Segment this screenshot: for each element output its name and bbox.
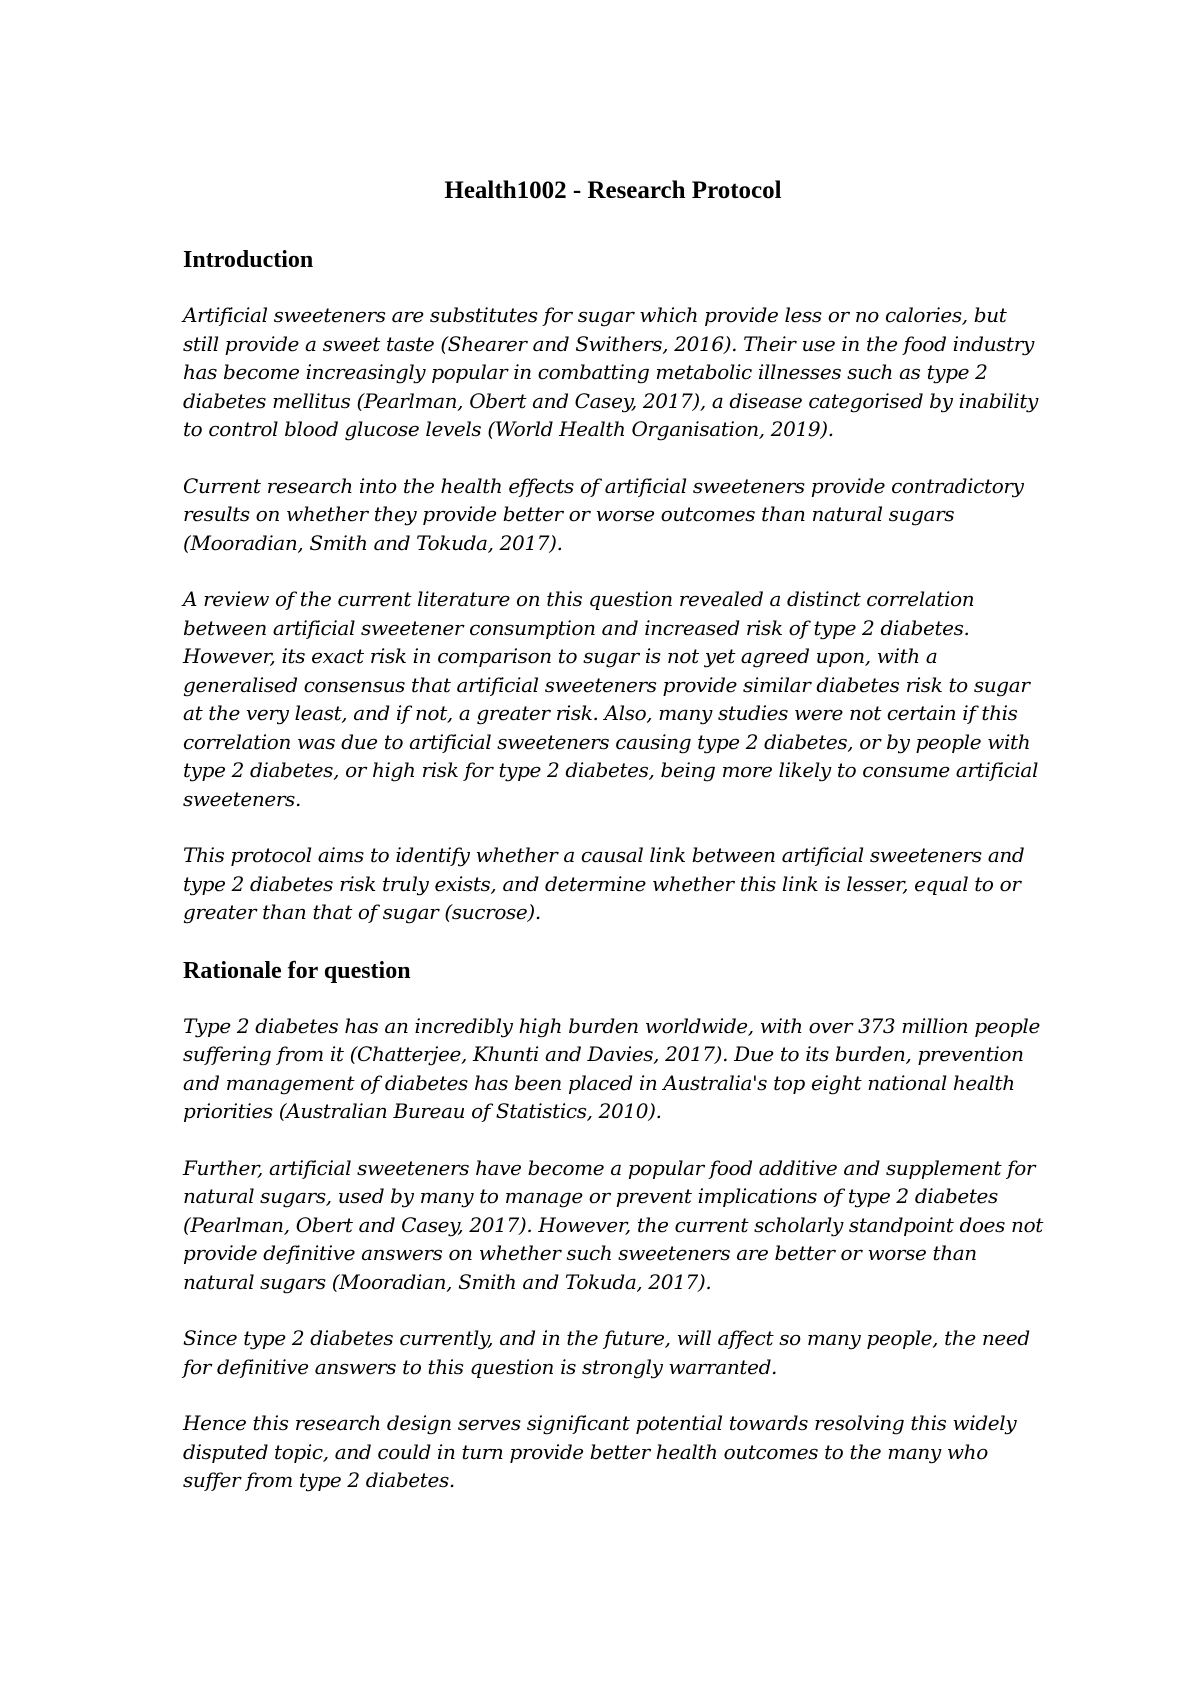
paragraph: Current research into the health effects of artificial sweeteners provide contradictory results on whether they provide better or worse outcomes than natural sugars (Mooradian, Smith and Tokuda, 2017).	[183, 473, 1024, 555]
section-heading-rationale: Rationale for question	[183, 957, 411, 984]
document-title: Health1002 - Research Protocol	[444, 177, 782, 204]
paragraph: This protocol aims to identify whether a causal link between artificial sweeteners and type 2 diabetes risk truly exists, and determine whether this link is lesser, equal to or greater than that of sugar (sucrose).	[183, 843, 1025, 924]
section-heading-introduction: Introduction	[183, 247, 314, 273]
paragraph: A review of the current literature on this question revealed a distinct correlation between artificial sweetener consumption and increased risk of type 2 diabetes. However, its exact risk in comparison to sugar is not yet agreed upon, with a generalised consensus that artificial sweeteners provide similar diabetes risk to sugar at the very least, and if not, a greater risk. Also, many studies were not certain if this correlation was due to artificial sweeteners causing type 2 diabetes, or by people with type 2 diabetes, or high risk for type 2 diabetes, being more likely to consume artificial sweeteners.	[183, 587, 1039, 811]
paragraph: Hence this research design serves significant potential towards resolving this widely disputed topic, and could in turn provide better health outcomes to the many who suffer from type 2 diabetes.	[183, 1411, 1017, 1492]
document-body	[183, 175, 1043, 1523]
section-rationale	[183, 955, 1043, 1495]
paragraph: Artificial sweeteners are substitutes for sugar which provide less or no calories, but still provide a sweet taste (Shearer and Swithers, 2016). Their use in the food industry has become increasingly popular in combatting metabolic illnesses such as type 2 diabetes mellitus (Pearlman, Obert and Casey, 2017), a disease categorised by inability to control blood glucose levels (World Health Organisation, 2019).	[183, 303, 1038, 441]
section-introduction	[183, 244, 1043, 927]
paragraph: Further, artificial sweeteners have become a popular food additive and supplement for natural sugars, used by many to manage or prevent implications of type 2 diabetes (Pearlman, Obert and Casey, 2017). However, the current scholarly standpoint does not provide definitive answers on whether such sweeteners are better or worse than natural sugars (Mooradian, Smith and Tokuda, 2017).	[183, 1155, 1043, 1294]
paragraph: Since type 2 diabetes currently, and in the future, will affect so many people, the need for definitive answers to this question is strongly warranted.	[183, 1326, 1030, 1379]
paragraph: Type 2 diabetes has an incredibly high burden worldwide, with over 373 million people suffering from it (Chatterjee, Khunti and Davies, 2017). Due to its burden, prevention and management of diabetes has been placed in Australia's top eight national health priorities (Australian Bureau of Statistics, 2010).	[183, 1013, 1040, 1123]
